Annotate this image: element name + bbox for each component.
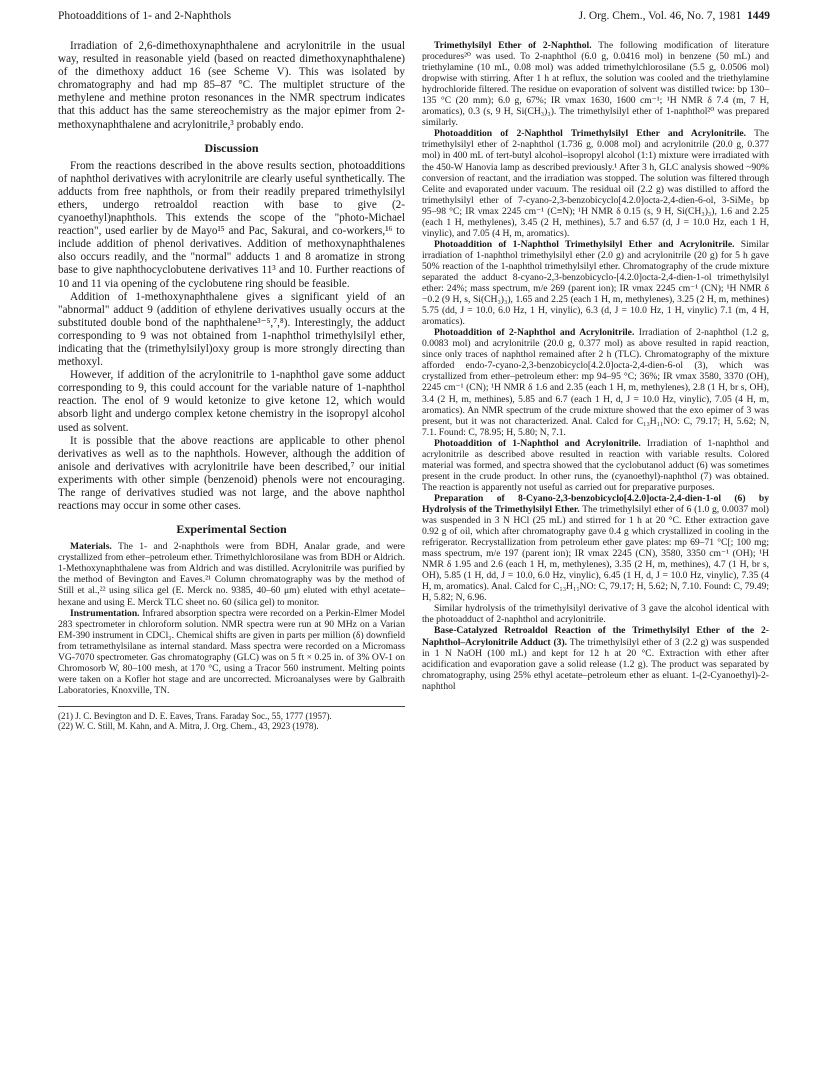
- paragraph-text: Similar hydrolysis of the trimethylsilyl derivative of 3 gave the alcohol identical with the photoadduct of 2-naphthol and acrylonitrile.: [422, 603, 769, 626]
- paragraph-text: Irradiation of 1-naphthol and acrylonitrile as described above resulted in reaction with variable results. Colored material was formed, and spectra showed that the cyclobutanol adduct (6) was sometimes present in the crude product. In other runs, the (cyanoethyl)-naphthol (7) was obtained. The reaction is apparently not useful as carried out for preparative purposes.: [422, 437, 769, 493]
- runin-heading: Photoaddition of 2-Naphthol and Acrylonitrile.: [434, 327, 635, 339]
- footnotes: [58, 706, 405, 732]
- runin-heading: Trimethylsilyl Ether of 2-Naphthol.: [434, 40, 592, 51]
- paragraph-text: The trimethylsilyl ether of 3 (2.2 g) was suspended in 1 N NaOH (100 mL) and kept for 12 h at 20 °C. Extraction with ether after acidification and evaporation gave a solid release (1.2 g). The product was separated by chromatography, using 25% ethyl acetate–petroleum ether as eluant. 1-(2-Cyanoethyl)-2-naphthol: [422, 636, 769, 692]
- runin-heading: Base-Catalyzed Retroaldol Reaction of the Trimethylsilyl Ether of the 2-Naphthol–Acrylonitrile Adduct (3).: [422, 625, 769, 648]
- runin-heading: Photoaddition of 1-Naphthol Trimethylsilyl Ether and Acrylonitrile.: [434, 238, 735, 250]
- running-title: Photoadditions of 1- and 2-Naphthols: [58, 10, 232, 22]
- experimental-section: [58, 523, 405, 732]
- experimental-paragraph: [422, 603, 769, 625]
- experimental-paragraph: [422, 327, 769, 437]
- page-number: 1449: [747, 10, 770, 22]
- runin-heading: Photoaddition of 2-Naphthol Trimethylsilyl Ether and Acrylonitrile.: [434, 128, 747, 140]
- discussion-paragraph: From the reactions described in the above results section, photoadditions of naphthol derivatives with acrylonitrile are clearly useful synthetically. The adducts from free naphthols, or from their readily prepared trimethylsilyl ethers, undergo retroaldol reaction with base to give (2-cyanoethyl)naphthols. This extends the scope of the "photo-Michael reaction", used earlier by de Mayo¹⁵ and Pac, Sakurai, and co-workers,¹⁶ to include addition of phenol derivatives. Addition of methoxynaphthalenes also occurs readily, and the "normal" adducts 1 and 8 aromatize in strong base to give naphthocyclobutene derivatives 11³ and 10. Further reactions of 10 and 11 via opening of the cyclobutene ring should be feasible.: [58, 159, 405, 290]
- right-column: [422, 40, 769, 692]
- running-header: [58, 10, 770, 30]
- left-main-text: [58, 40, 405, 513]
- paragraph-text: The trimethylsilyl ether of 6 (1.0 g, 0.0037 mol) was suspended in 3 N HCl (25 mL) and stirred for 1 h at 20 °C. Ether extraction gave 0.92 g of oil, which after chromatography gave 0.4 g which crystallized in cooling in the refrigerator. Recrystallization from petroleum ether gave plates: mp 69–71 °C[; 100 mg; mass spectrum, m/e 197 (parent ion); IR νmax 2245 (CN), 3580, 3350 cm⁻¹ (OH); ¹H NMR δ 1.95 and 2.6 (each 1 H, m, methylenes), 3.35 (2 H, m, methines), 4.7 (1 H, br s, OH), 5.85 (1 H, dd, J = 10.0, 6.0 Hz, vinylic), 6.45 (1 H, d, J = 10.0 Hz, vinylic), 7.35 (4 H, m, aromatics). Anal. Calcd for C₁₃H₁₁NO: C, 79.17; H, 5.62; N, 7.10. Found: C, 79.49; H, 5.82; N, 6.96.: [422, 503, 769, 604]
- paragraph-text: The 1- and 2-naphthols were from BDH, Analar grade, and were crystallized from ether–petroleum ether. Trimethylchlorosilane was from BDH or Aldrich. 1-Methoxynaphthalene was from Aldrich and was distilled. Acrylonitrile was purified by the method of Bevington and Eaves.²¹ Column chromatography was by the method of Still et al.,²² using silica gel (E. Merck no. 9385, 40–60 μm) eluted with ethyl acetate–hexane and using E. Merck TLC sheet no. 60 (silica gel) to monitor.: [58, 541, 405, 608]
- discussion-paragraph: It is possible that the above reactions are applicable to other phenol derivatives as well as to the naphthols. However, although the addition of anisole and derivatives with acrylonitrile have been described,⁷ our initial experiments with other simple (benzenoid) phenols were not encouraging. The range of derivatives studied was not large, and the above naphthol reactions may occur in some other cases.: [58, 434, 405, 513]
- paragraph-text: Infrared absorption spectra were recorded on a Perkin-Elmer Model 283 spectrometer in chloroform solution. NMR spectra were run at 90 MHz on a Varian EM-390 instrument in CDCl₃. Chemical shifts are given in parts per million (δ) downfield from tetramethylsilane as internal standard. Mass spectra were recorded on a Micromass VG-7070 spectrometer. Gas chromatography (GLC) was on 5 ft × 0.25 in. of 3% OV-1 on Chromosorb W, 80–100 mesh, at 170 °C, using a Tracor 560 instrument. Melting points were taken on a Kofler hot stage and are uncorrected. Microanalyses were by Galbraith Laboratories, Knoxville, TN.: [58, 607, 405, 696]
- experimental-paragraph: [422, 40, 769, 128]
- runin-heading: Photoaddition of 1-Naphthol and Acrylonitrile.: [434, 437, 641, 449]
- experimental-heading: Experimental Section: [176, 522, 287, 537]
- paragraph-text: Similar irradiation of 1-naphthol trimethylsilyl ether (2.0 g) and acrylonitrile (20 g) for 5 h gave 50% reaction of the 1-naphthol trimethylsilyl ether. Chromatography of the crude mixture separated the adduct 8-cyano-2,3-benzobicyclo-[4.2.0]octa-2,4-dien-1-ol trimethylsilyl ether: 24%; mass spectrum, m/e 269 (parent ion); IR νmax 2245 cm⁻¹ (CN); ¹H NMR δ −0.2 (9 H, s, Si(CH₃)₃), 1.65 and 2.25 (each 1 H, m, methylenes), 3.25 (2 H, m, methines) 5.75 (dd, J = 10.0, 6.0 Hz, 1 H, vinylic), 6.3 (d, J = 10.0 Hz, 1 H, vinylic) 7.1 (m, 4 H, aromatics).: [422, 238, 769, 328]
- footnote: (22) W. C. Still, M. Kahn, and A. Mitra, J. Org. Chem., 43, 2923 (1978).: [58, 721, 319, 732]
- left-column: [58, 40, 405, 732]
- experimental-paragraph: [422, 438, 769, 493]
- experimental-paragraph: [58, 541, 405, 607]
- experimental-paragraph: [422, 239, 769, 327]
- runin-heading: Instrumentation.: [70, 607, 140, 619]
- journal-citation: [579, 10, 770, 22]
- experimental-paragraph: [422, 493, 769, 603]
- runin-heading: Preparation of 8-Cyano-2,3-benzobicyclo[4.2.0]octa-2,4-dien-1-ol (6) by Hydrolysis of the Trimethylsilyl Ether.: [422, 492, 769, 515]
- discussion-heading: Discussion: [204, 140, 259, 155]
- intro-paragraph: Irradiation of 2,6-dimethoxynaphthalene and acrylonitrile in the usual way, resulted in reasonable yield (based on reacted dimethoxynaphthalene) of the dimethoxy adduct 16 (see Scheme V). This was isolated by chromatography and had mp 85–87 °C. The multiplet structure of the methylene and methine proton resonances in the NMR spectrum indicates that this adduct has the same stereochemistry as the major epimer from 2-methoxynaphthalene and acrylonitrile,³ probably endo.: [58, 40, 405, 131]
- runin-heading: Materials.: [70, 541, 112, 553]
- experimental-paragraph: [58, 608, 405, 696]
- discussion-paragraph: However, if addition of the acrylonitrile to 1-naphthol gave some adduct corresponding to 9, this could account for the variable nature of 1-naphthol reaction. The enol of 9 would ketonize to give ketone 12, which would absorb light and undergo complex ketone chemistry in the isopropyl alcohol used as solvent.: [58, 369, 405, 434]
- paragraph-text: The following modification of literature procedures²⁰ was used. To 2-naphthol (6.0 g, 0.0416 mol) in benzene (50 mL) and triethylamine (10 mL, 0.08 mol) was added trimethylchlorosilane (5.5 g, 0.0506 mol) dropwise with stirring. After 1 h at reflux, the solution was cooled and the triethylamine hydrochloride filtered. The residue on evaporation of solvent was distilled twice: bp 130–135 °C (20 mm); 6.0 g, 67%; IR νmax 1630, 1600 cm⁻¹; ¹H NMR δ 7.4 (m, 7 H, aromatics), 0.3 (s, 9 H, Si(CH₃)₃). The trimethylsilyl ether of 1-naphthol²⁰ was prepared similarly.: [422, 40, 769, 129]
- journal-name: J. Org. Chem., Vol. 46, No. 7, 1981: [578, 10, 742, 22]
- discussion-paragraph: Addition of 1-methoxynaphthalene gives a significant yield of an "abnormal" adduct 9 (addition of ethylene derivatives usually occurs at the substituted double bond of the naphthalene³⁻⁵,⁷,⁸). Interestingly, the adduct corresponding to 9 was not obtained from 1-naphthol trimethylsilyl ether, indicating that the (trimethylsilyl)oxy group is more strongly directing than methoxyl.: [58, 290, 405, 369]
- experimental-paragraph: [422, 625, 769, 691]
- footnote: (21) J. C. Bevington and D. E. Eaves, Trans. Faraday Soc., 55, 1777 (1957).: [58, 710, 332, 721]
- paragraph-text: The trimethylsilyl ether of 2-naphthol (1.736 g, 0.008 mol) and acrylonitrile (20.0 g, 0.377 mol) in 400 mL of tert-butyl alcohol–isopropyl alcohol (1:1) mixture were irradiated with the 450-W Hanovia lamp as described previously.¹ After 3 h, GLC analysis showed ~90% conversion of reactant, and the irradiation was stopped. The solution was filtered through Celite and evaporated under vacuum. The residual oil (2.2 g) was distilled to afford the trimethylsilyl ether of 7-cyano-2,3-benzobicyclo[4.2.0]octa-2,4-dien-6-ol, 3-SiMe₃ bp 95–98 °C; IR νmax 2245 cm⁻¹ (C≡N); ¹H NMR δ 0.15 (s, 9 H, Si(CH₃)₃), 1.6 and 2.25 (each 1 H, methylenes), 3.45 (2 H, methines), 5.7 and 6.57 (d, J = 10.0 Hz, each 1 H, vinylic), and 7.05 (4 H, m, aromatics).: [422, 128, 770, 239]
- paragraph-text: Irradiation of 2-naphthol (1.2 g, 0.0083 mol) and acrylonitrile (20.0 g, 0.377 mol) as above resulted in rapid reaction, since only traces of naphthol remained after 2 h (TLC). Chromatography of the mixture afforded endo-7-cyano-2,3-benzobicyclo[4.2.0]octa-2,4-dien-6-ol (3), which was crystallized from ether–petroleum ether: mp 94–95 °C; 36%; IR νmax 3580, 3370 (OH), 2245 cm⁻¹ (CN); ¹H NMR δ 1.6 and 2.35 (each 1 H, m, methylenes), 2.8 (1 H, br s, OH), 3.4 (2 H, m, methines), 5.85 and 6.7 (each 1 H, d, J = 10.0 Hz, vinylic), 7.05 (4 H, m, aromatics). An NMR spectrum of the crude mixture showed that the exo epimer of 3 was present, but it was not characterized. Anal. Calcd for C₁₃H₁₁NO: C, 79.17; H, 5.62; N, 7.1. Found: C, 78.95; H, 5.80; N, 7.1.: [422, 327, 769, 438]
- experimental-paragraph: [422, 128, 769, 238]
